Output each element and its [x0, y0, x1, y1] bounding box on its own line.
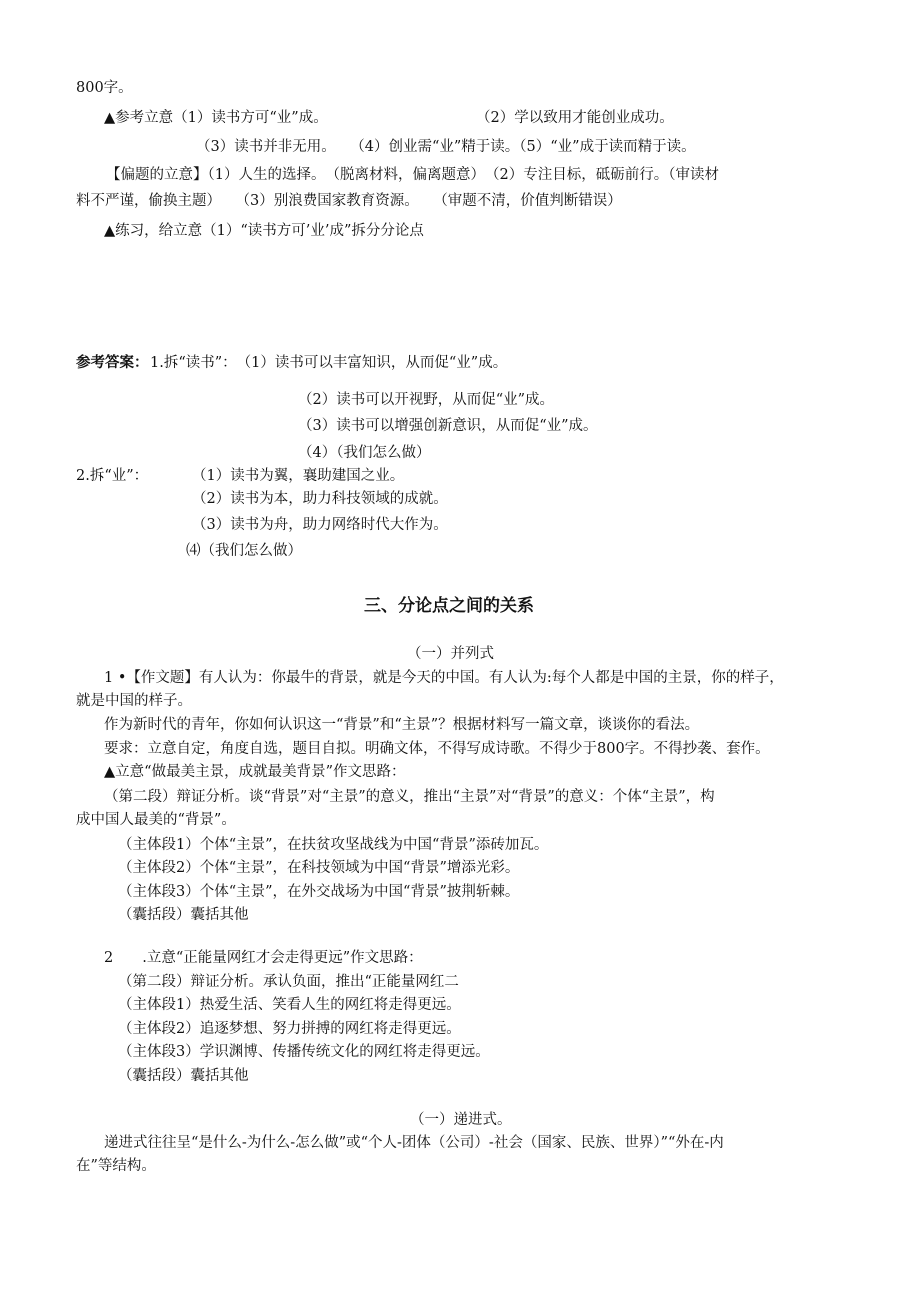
text-line: （主体段1）个体“主景”，在扶贫攻坚战线为中国“背景”添砖加瓦。	[118, 837, 549, 853]
text-line: （第二段）辩证分析。承认负面，推出“正能量网红二	[118, 974, 459, 990]
text-line: ▲立意“做最美主景，成就最美背景”作文思路：	[104, 764, 406, 780]
text-line: 【偏题的立意】（1）人生的选择。 （脱离材料，偏离题意） （2）专注目标，砥砺前行。（审读材	[106, 167, 719, 183]
text-line: （3）读书并非无用。 （4）创业需“业”精于读。（5）“业”成于读而精于读。	[196, 139, 696, 155]
text-line: （第二段）辩证分析。谈“背景”对“主景”的意义，推出“主景”对“背景”的意义：个体“主景”，构	[104, 789, 715, 805]
text-line: 在”等结构。	[76, 1158, 156, 1174]
text-line: 2 .立意“正能量网红才会走得更远”作文思路：	[104, 950, 423, 966]
answer-label: 参考答案：	[76, 354, 149, 371]
text-line: （2）学以致用才能创业成功。	[476, 110, 674, 126]
text-line: ⑷（我们怎么做）	[186, 543, 302, 559]
text-line: （囊括段）囊括其他	[118, 1068, 249, 1084]
text-line: 就是中国的样子。	[76, 693, 192, 709]
text-line: （主体段3）学识渊博、传播传统文化的网红将走得更远。	[118, 1044, 490, 1060]
text-line: 2.拆“业”：	[76, 468, 149, 484]
subsection-heading: （一）并列式	[407, 646, 494, 662]
text-line: （主体段3）个体“主景”，在外交战场为中国“背景”披荆斩棘。	[118, 884, 520, 900]
text-line: 1.拆“读书”： （1）读书可以丰富知识，从而促“业”成。	[150, 355, 508, 371]
text-line: （囊括段）囊括其他	[118, 907, 249, 923]
text-line: 递进式往往呈“是什么-为什么-怎么做”或“个人-团体（公司）-社会（国家、民族、世界）”“外在-内	[104, 1135, 724, 1151]
text-line: （2）读书可以开视野，从而促“业”成。	[298, 392, 555, 408]
text-line: ▲参考立意（1）读书方可“业”成。	[104, 110, 328, 126]
section-heading: 三、分论点之间的关系	[364, 596, 534, 616]
text-line: 1 •【作文题】有人认为：你最牛的背景，就是今天的中国。有人认为:每个人都是中国的主景，你的样子，	[104, 670, 784, 686]
text-line: 要求：立意自定，角度自选，题目自拟。明确文体，不得写成诗歌。不得少于800字。不得抄袭、套作。	[104, 741, 770, 757]
text-line: （主体段1）热爱生活、笑看人生的网红将走得更远。	[118, 997, 461, 1013]
text-line: （4）（我们怎么做）	[298, 445, 431, 461]
text-line: 作为新时代的青年，你如何认识这一“背景”和“主景”？根据材料写一篇文章，谈谈你的看法。	[104, 717, 700, 733]
text-line: （主体段2）个体“主景”，在科技领域为中国“背景”增添光彩。	[118, 860, 520, 876]
text-line: （主体段2）追逐梦想、努力拼搏的网红将走得更远。	[118, 1021, 461, 1037]
text-line: （3）读书可以增强创新意识，从而促“业”成。	[298, 418, 598, 434]
text-line: 料不严谨，偷换主题） （3）别浪费国家教育资源。 （审题不清，价值判断错误）	[76, 193, 622, 209]
text-line: （1）读书为翼，襄助建国之业。	[192, 468, 405, 484]
text-line: （2）读书为本，助力科技领域的成就。	[192, 491, 448, 507]
text-line: （3）读书为舟，助力网络时代大作为。	[192, 517, 448, 533]
subsection-heading: （一）递进式。	[410, 1112, 512, 1128]
text-line: 成中国人最美的“背景”。	[76, 812, 236, 828]
text-line: ▲练习，给立意（1）“读书方可’业’成”拆分分论点	[104, 223, 424, 239]
text-line: 800字。	[76, 80, 133, 96]
